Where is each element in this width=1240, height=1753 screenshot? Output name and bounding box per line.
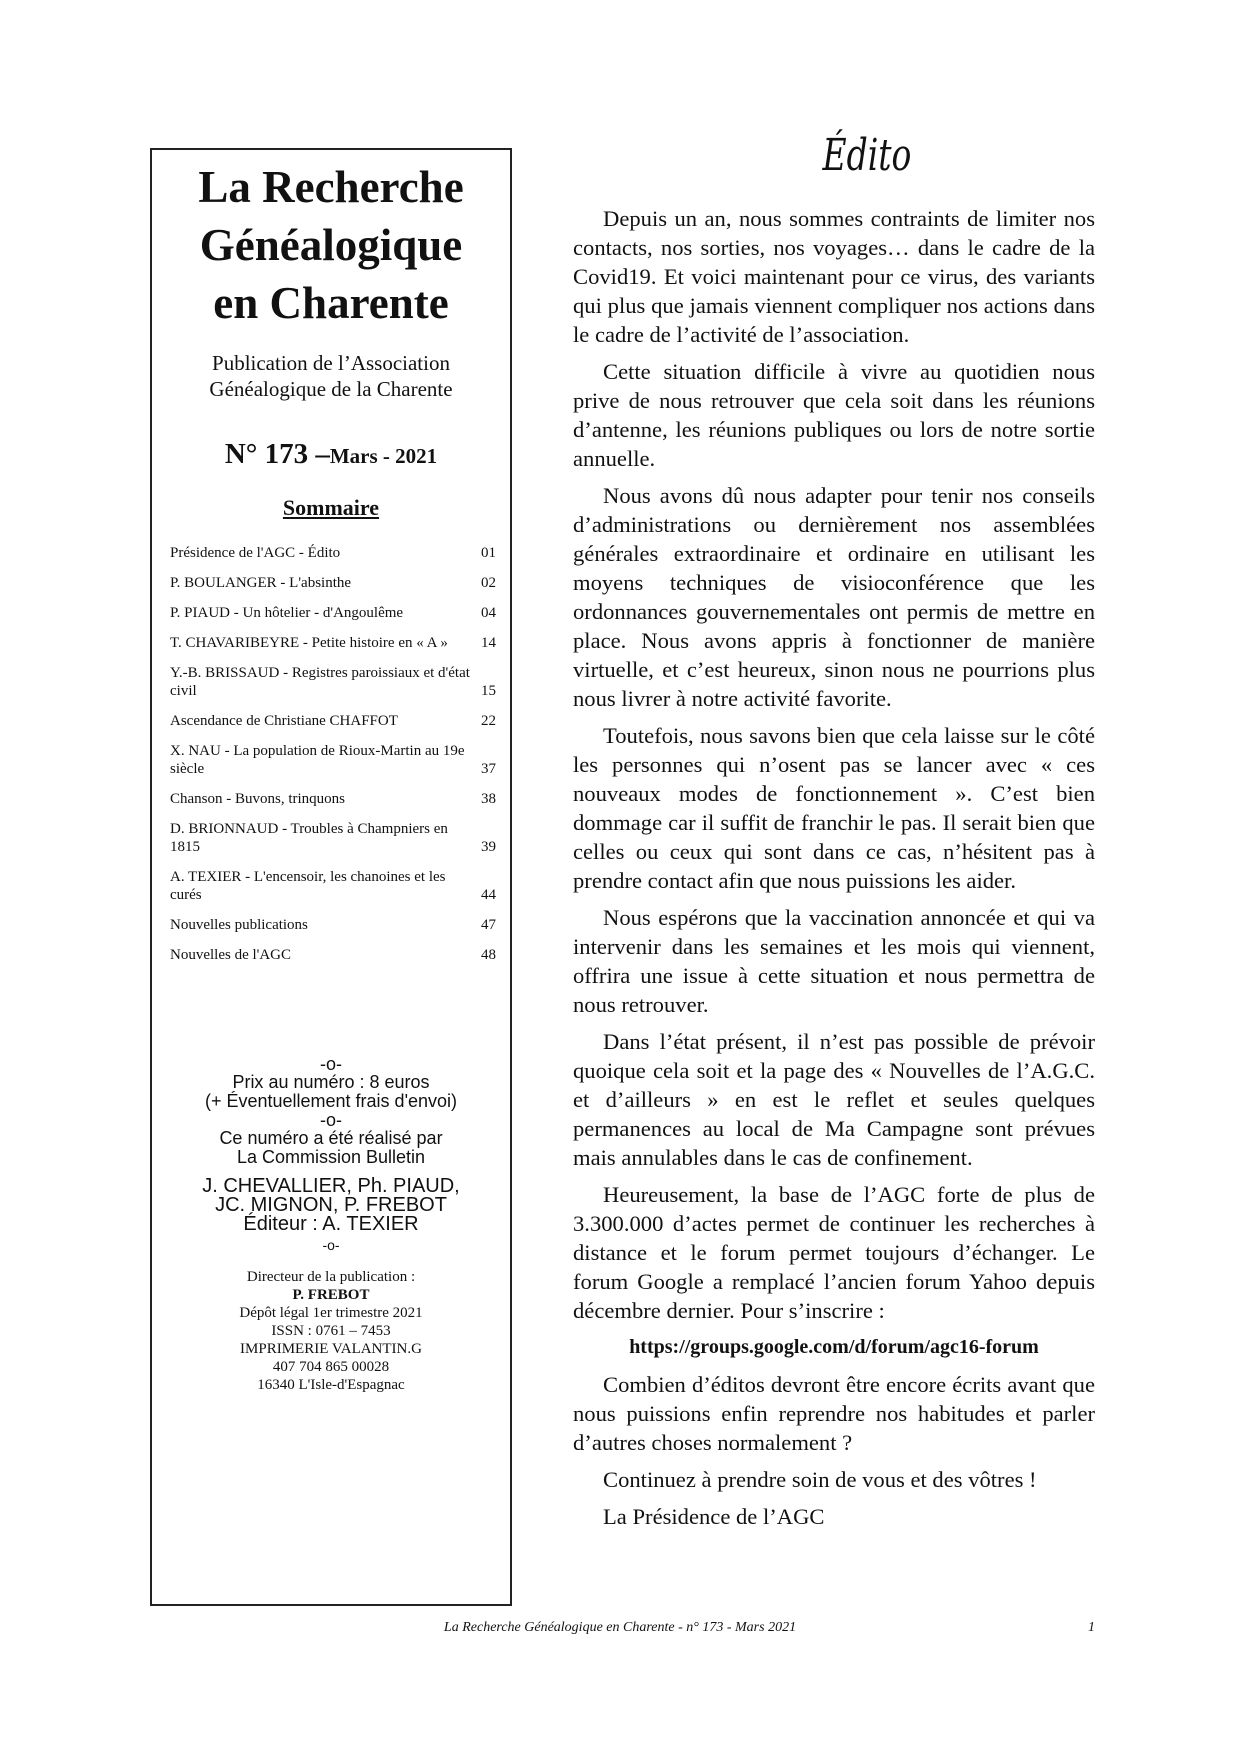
issue-date: Mars - 2021: [329, 444, 438, 468]
publisher-statement: [152, 350, 510, 402]
toc-entry-title: P. PIAUD - Un hôtelier - d'Angoulême: [170, 605, 404, 621]
edito-paragraph: Toutefois, nous savons bien que cela laisse sur le côté les personnes qui n’osent pas se lancer avec « ces nouveaux modes de fonctionnement ». C’est bien dommage car il suffit de franchir le pas. Il serait bien que celles ou ceux qui sont dans ce cas, n’hésitent pas à prendre contact afin que nous puissions les aider.: [573, 723, 1095, 893]
toc-entry-title: D. BRIONNAUD - Troubles à Champniers en 1815: [170, 821, 448, 855]
toc-entry-page: 38: [481, 791, 496, 807]
toc-entry-page: 01: [481, 545, 496, 561]
publisher-line: Généalogique de la Charente: [209, 377, 453, 401]
edito-paragraph: Dans l’état présent, il n’est pas possible de prévoir quoique cela soit et la page des « Nouvelles de l’A.G.C. et d’ailleurs » en est le reflet et seules quelques permanences au local de Ma Campagne sont prévues mais annulables dans le cas de confinement.: [573, 1029, 1095, 1170]
commission-line: Ce numéro a été réalisé par: [219, 1128, 443, 1148]
forum-link[interactable]: https://groups.google.com/d/forum/agc16-forum: [629, 1336, 1039, 1358]
toc-entry[interactable]: [170, 916, 496, 934]
separator: -o-: [320, 1110, 342, 1130]
toc-entry[interactable]: [170, 868, 496, 904]
toc-entry-page: 04: [481, 605, 496, 621]
toc-entry-page: 14: [481, 635, 496, 651]
team-line: JC. MIGNON, P. FREBOT: [215, 1194, 447, 1216]
price-line: (+ Éventuellement frais d'envoi): [204, 1091, 458, 1111]
masthead: [152, 1268, 510, 1394]
toc-entry-page: 15: [481, 683, 496, 699]
toc-entry[interactable]: [170, 790, 496, 808]
edito-paragraph: Cette situation difficile à vivre au quotidien nous prive de nous retrouver que cela soit dans les réunions d’antenne, les réunions publiques ou lors de notre sortie annuelle.: [573, 359, 1095, 471]
toc-entry-title: Nouvelles publications: [170, 917, 308, 933]
toc-entry-title: T. CHAVARIBEYRE - Petite histoire en « A »: [170, 635, 448, 651]
toc-entry-title: X. NAU - La population de Rioux-Martin au 19e siècle: [170, 743, 465, 777]
price-line: Prix au numéro : 8 euros: [232, 1072, 430, 1092]
edito-heading: Édito: [822, 130, 912, 181]
toc-entry[interactable]: [170, 712, 496, 730]
masthead-line: IMPRIMERIE VALANTIN.G: [240, 1341, 422, 1357]
toc-entry[interactable]: [170, 574, 496, 592]
toc-entry-page: 37: [481, 761, 496, 777]
toc-entry-page: 48: [481, 947, 496, 963]
toc-entry-page: 02: [481, 575, 496, 591]
journal-title-line: en Charente: [213, 278, 449, 328]
journal-title-line: Généalogique: [199, 220, 463, 270]
toc-entry[interactable]: [170, 742, 496, 778]
director-line: [152, 1268, 510, 1304]
toc-entry-page: 47: [481, 917, 496, 933]
edito-paragraph: Continuez à prendre soin de vous et des vôtres !: [603, 1467, 1037, 1492]
toc-entry-title: Présidence de l'AGC - Édito: [170, 545, 341, 561]
sommaire-heading: Sommaire: [282, 495, 380, 520]
director-name: P. FREBOT: [292, 1287, 370, 1303]
commission-line: La Commission Bulletin: [236, 1147, 426, 1167]
toc-entry-title: P. BOULANGER - L'absinthe: [170, 575, 352, 591]
team-line: Éditeur : A. TEXIER: [243, 1213, 419, 1235]
edito-paragraph: Combien d’éditos devront être encore écrits avant que nous puissions enfin reprendre nos habitudes et parler d’autres choses normalement ?: [573, 1372, 1095, 1455]
issue-info: [152, 438, 510, 471]
edito-body: [573, 204, 1095, 1539]
toc-entry[interactable]: [170, 664, 496, 700]
page-number: 1: [1088, 1620, 1095, 1635]
edito-paragraph: Heureusement, la base de l’AGC forte de plus de 3.300.000 d’actes permet de continuer les recherches à distance et le forum permet toujours d’échanger. Le forum Google a remplacé l’ancien forum Yahoo depuis décembre dernier. Pour s’inscrire :: [573, 1182, 1095, 1323]
toc-entry-page: 22: [481, 713, 496, 729]
price-info: [152, 1073, 510, 1111]
edito-paragraph: Nous avons dû nous adapter pour tenir nos conseils d’administrations ou dernièrement nos assemblées générales extraordinaire et ordinaire en utilisant les moyens techniques de visioconférence que les ordonnances gouvernementales ont permis de mettre en place. Nous avons appris à fonctionner de manière virtuelle, et c’est heureux, sinon nous ne pourrions plus nous livrer à notre activité favorite.: [573, 483, 1095, 711]
issue-number: N° 173 –: [224, 438, 330, 470]
toc-entry-title: Y.-B. BRISSAUD - Registres paroissiaux et d'état civil: [170, 665, 470, 699]
masthead-line: 407 704 865 00028: [272, 1359, 390, 1375]
sidebar-box: [150, 148, 512, 1606]
separator: -o-: [322, 1237, 340, 1253]
editorial-team: [152, 1177, 510, 1234]
separator: -o-: [320, 1054, 342, 1074]
edito-paragraph: Depuis un an, nous sommes contraints de limiter nos contacts, nos sorties, nos voyages… dans le cadre de la Covid19. Et voici maintenant pour ce virus, des variants qui plus que jamais viennent compliquer nos actions dans le cadre de l’activité de l’association.: [573, 206, 1095, 347]
toc-entry-title: A. TEXIER - L'encensoir, les chanoines et les curés: [170, 869, 446, 903]
toc-entry[interactable]: [170, 634, 496, 652]
toc-entry-title: Chanson - Buvons, trinquons: [170, 791, 346, 807]
toc-entry-page: 39: [481, 839, 496, 855]
journal-title-line: La Recherche: [198, 162, 464, 212]
journal-title: [152, 158, 510, 332]
masthead-line: ISSN : 0761 – 7453: [271, 1323, 391, 1339]
toc-entry[interactable]: [170, 604, 496, 622]
toc-entry[interactable]: [170, 544, 496, 562]
toc-entry[interactable]: [170, 946, 496, 964]
toc-entry-title: Ascendance de Christiane CHAFFOT: [170, 713, 398, 729]
masthead-line: 16340 L'Isle-d'Espagnac: [257, 1377, 405, 1393]
commission-info: [152, 1129, 510, 1167]
toc-entry[interactable]: [170, 820, 496, 856]
toc-entry-title: Nouvelles de l'AGC: [170, 947, 292, 963]
edito-signature: La Présidence de l’AGC: [603, 1504, 825, 1529]
team-line: J. CHEVALLIER, Ph. PIAUD,: [202, 1175, 460, 1197]
toc-entry-page: 44: [481, 887, 496, 903]
edito-paragraph: Nous espérons que la vaccination annoncée et qui va intervenir dans les semaines et les mois qui viennent, offrira une issue à cette situation et nous permettra de nous retrouver.: [573, 905, 1095, 1017]
director-label: Directeur de la publication :: [246, 1269, 416, 1285]
masthead-line: Dépôt légal 1er trimestre 2021: [239, 1305, 423, 1321]
publisher-line: Publication de l’Association: [212, 351, 450, 375]
running-footer: La Recherche Généalogique en Charente - n° 173 - Mars 2021: [443, 1620, 797, 1635]
